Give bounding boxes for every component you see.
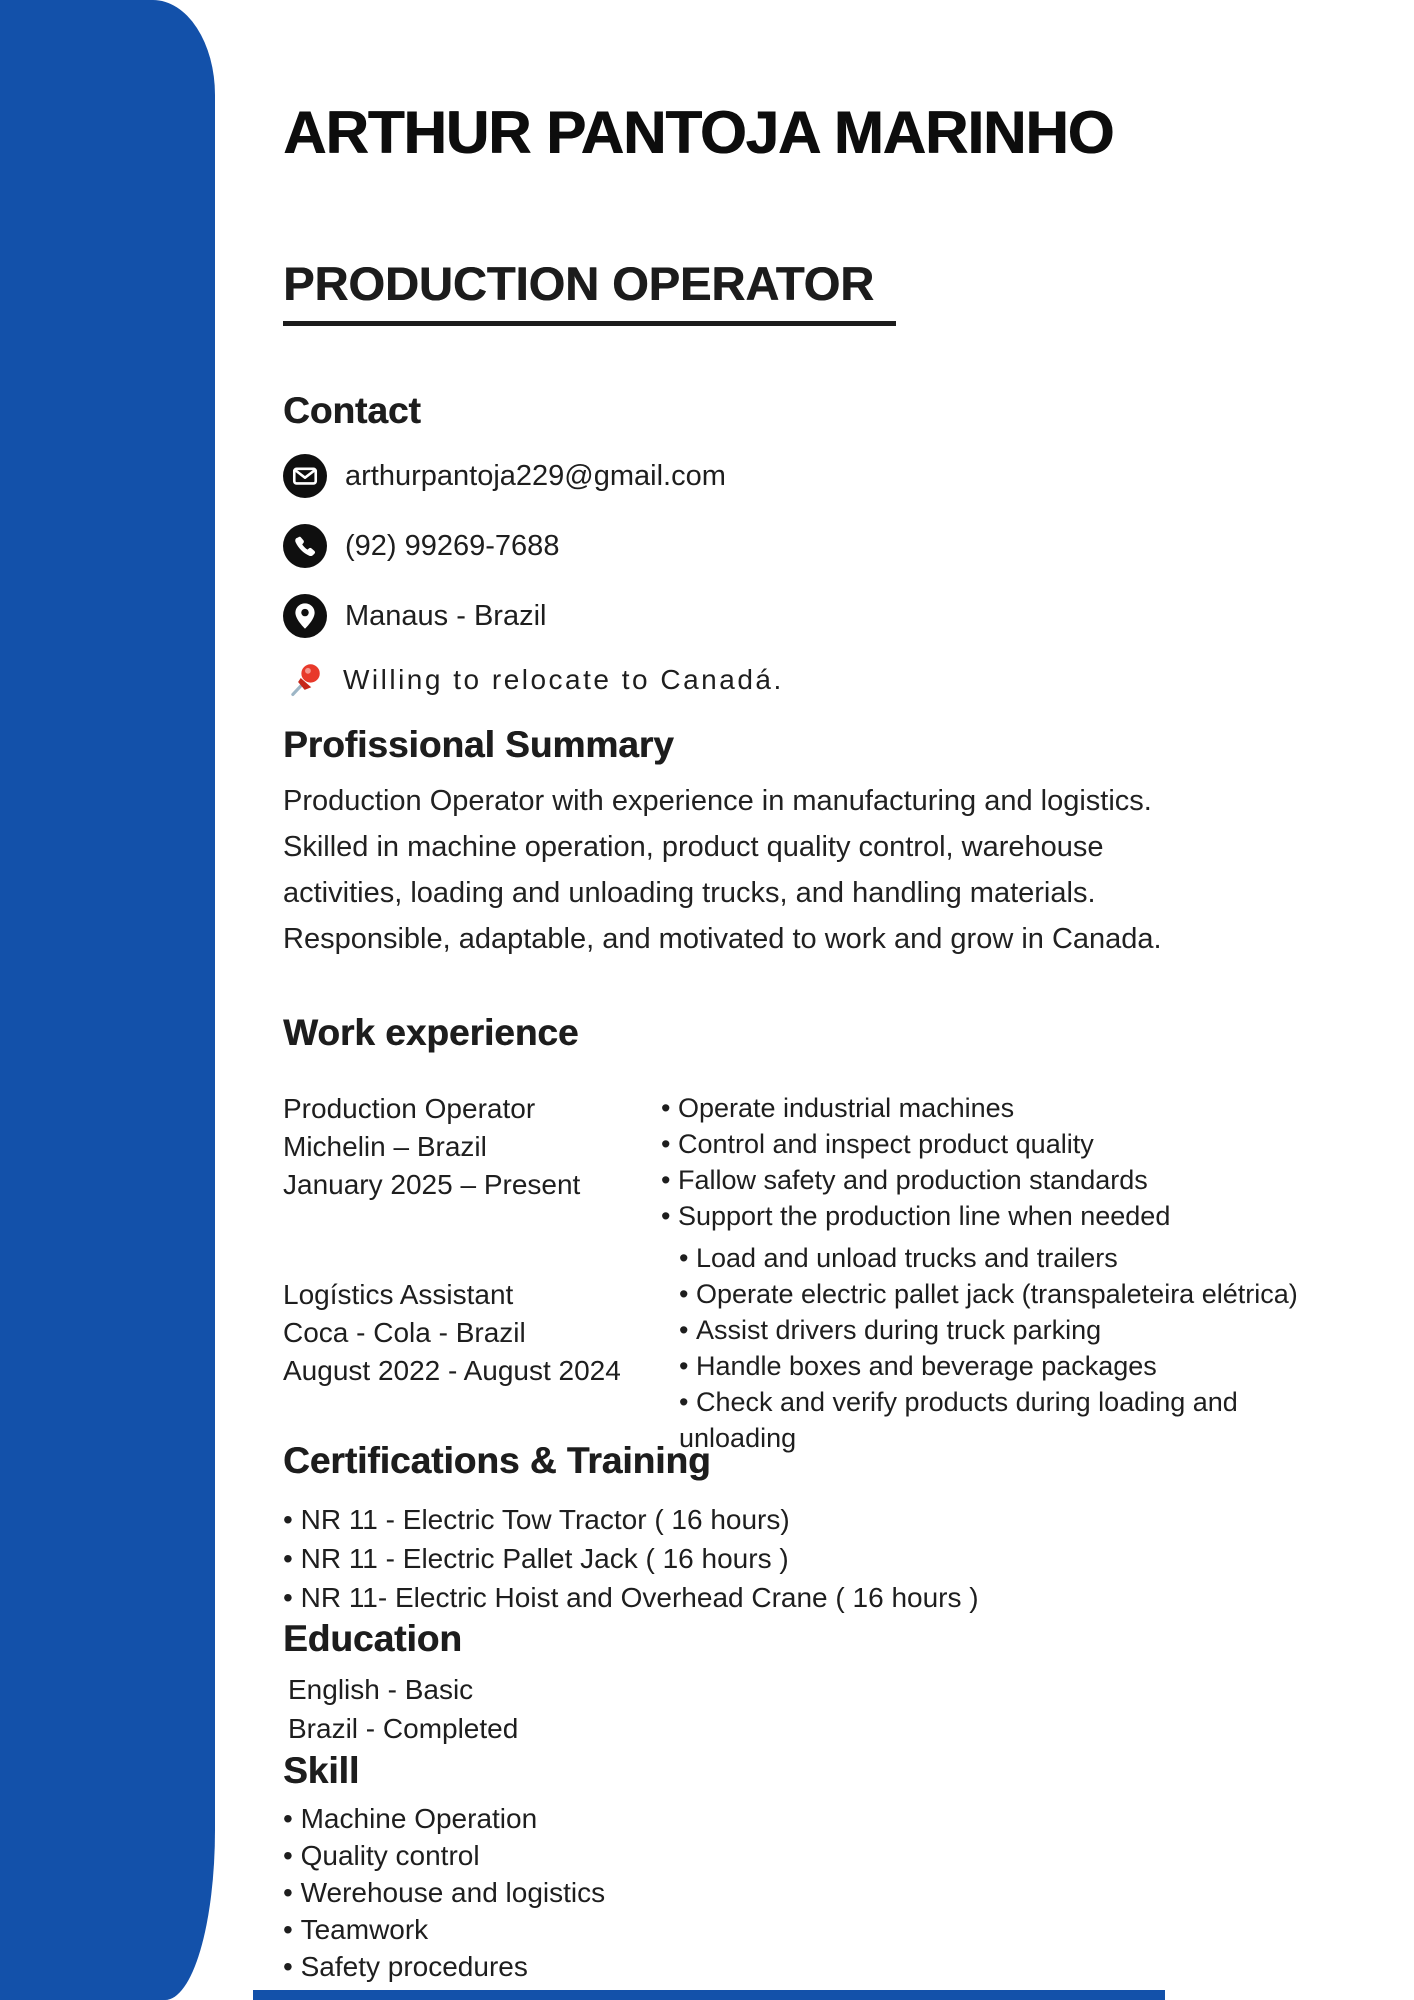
job-title-heading: [283, 256, 896, 326]
list-item: • Fallow safety and production standards: [661, 1162, 1341, 1198]
contact-phone: (92) 99269-7688: [345, 529, 560, 562]
list-item: • Handle boxes and beverage packages: [679, 1348, 1341, 1384]
list-item: • Operate industrial machines: [661, 1090, 1341, 1126]
job-company: Michelin – Brazil: [283, 1131, 487, 1162]
summary-text: Production Operator with experience in manufacturing and logistics. Skilled in machine operation, product quality control, warehouse activities, loading and unloading trucks, and handling materials. Responsible, adaptable, and motivated to work and grow in Canada.: [283, 785, 1162, 955]
job-company: Coca - Cola - Brazil: [283, 1317, 526, 1348]
job-period: January 2025 – Present: [283, 1169, 581, 1200]
skills-heading: Skill: [283, 1750, 360, 1791]
left-accent-panel: [0, 0, 215, 2000]
list-item: • Load and unload trucks and trailers: [679, 1240, 1341, 1276]
list-item: • Werehouse and logistics: [283, 1874, 605, 1911]
candidate-name: ARTHUR PANTOJA MARINHO: [283, 99, 1114, 166]
skills-list: [283, 1800, 605, 1985]
contact-email: arthurpantoja229@gmail.com: [345, 459, 726, 492]
contact-list: [283, 452, 983, 704]
education-list: [283, 1670, 518, 1748]
job-entry-coca-cola: [283, 1240, 1341, 1456]
phone-icon: [283, 524, 327, 568]
list-item: • Operate electric pallet jack (transpaleteira elétrica): [679, 1276, 1341, 1312]
certifications-list: [283, 1500, 979, 1617]
list-item: • Control and inspect product quality: [661, 1126, 1341, 1162]
pushpin-icon: [283, 659, 325, 701]
contact-location-row: [283, 592, 983, 640]
relocation-text: Willing to relocate to Canadá.: [343, 664, 784, 695]
list-item: • NR 11 - Electric Pallet Jack ( 16 hours ): [283, 1539, 979, 1578]
list-item: • NR 11 - Electric Tow Tractor ( 16 hours): [283, 1500, 979, 1539]
list-item: • Teamwork: [283, 1911, 605, 1948]
contact-heading: Contact: [283, 390, 421, 431]
summary-heading: Profissional Summary: [283, 724, 674, 765]
list-item: • Quality control: [283, 1837, 605, 1874]
list-item: Brazil - Completed: [288, 1713, 519, 1744]
work-experience-heading: Work experience: [283, 1012, 579, 1053]
job-role: Production Operator: [283, 1093, 536, 1124]
job-entry-michelin: [283, 1090, 1341, 1234]
certifications-heading: Certifications & Training: [283, 1440, 711, 1481]
job-role: Logístics Assistant: [283, 1279, 514, 1310]
contact-location: Manaus - Brazil: [345, 599, 547, 632]
contact-email-row: [283, 452, 983, 500]
list-item: • Assist drivers during truck parking: [679, 1312, 1341, 1348]
job-meta: [283, 1090, 661, 1234]
location-pin-icon: [283, 594, 327, 638]
contact-phone-row: [283, 522, 983, 570]
bottom-accent-bar: [253, 1990, 1165, 2000]
list-item: • Check and verify products during loading and unloading: [679, 1384, 1341, 1456]
job-duties: [661, 1240, 1341, 1456]
list-item: • Safety procedures: [283, 1948, 605, 1985]
envelope-icon: [283, 454, 327, 498]
job-meta: [283, 1240, 661, 1456]
job-duties: [661, 1090, 1341, 1234]
list-item: • NR 11- Electric Hoist and Overhead Crane ( 16 hours ): [283, 1578, 979, 1617]
job-period: August 2022 - August 2024: [283, 1355, 621, 1386]
relocation-row: [283, 656, 983, 704]
list-item: • Machine Operation: [283, 1800, 605, 1837]
education-heading: Education: [283, 1618, 462, 1659]
list-item: • Support the production line when needed: [661, 1198, 1341, 1234]
list-item: English - Basic: [288, 1674, 474, 1705]
job-title: PRODUCTION OPERATOR: [283, 256, 896, 326]
